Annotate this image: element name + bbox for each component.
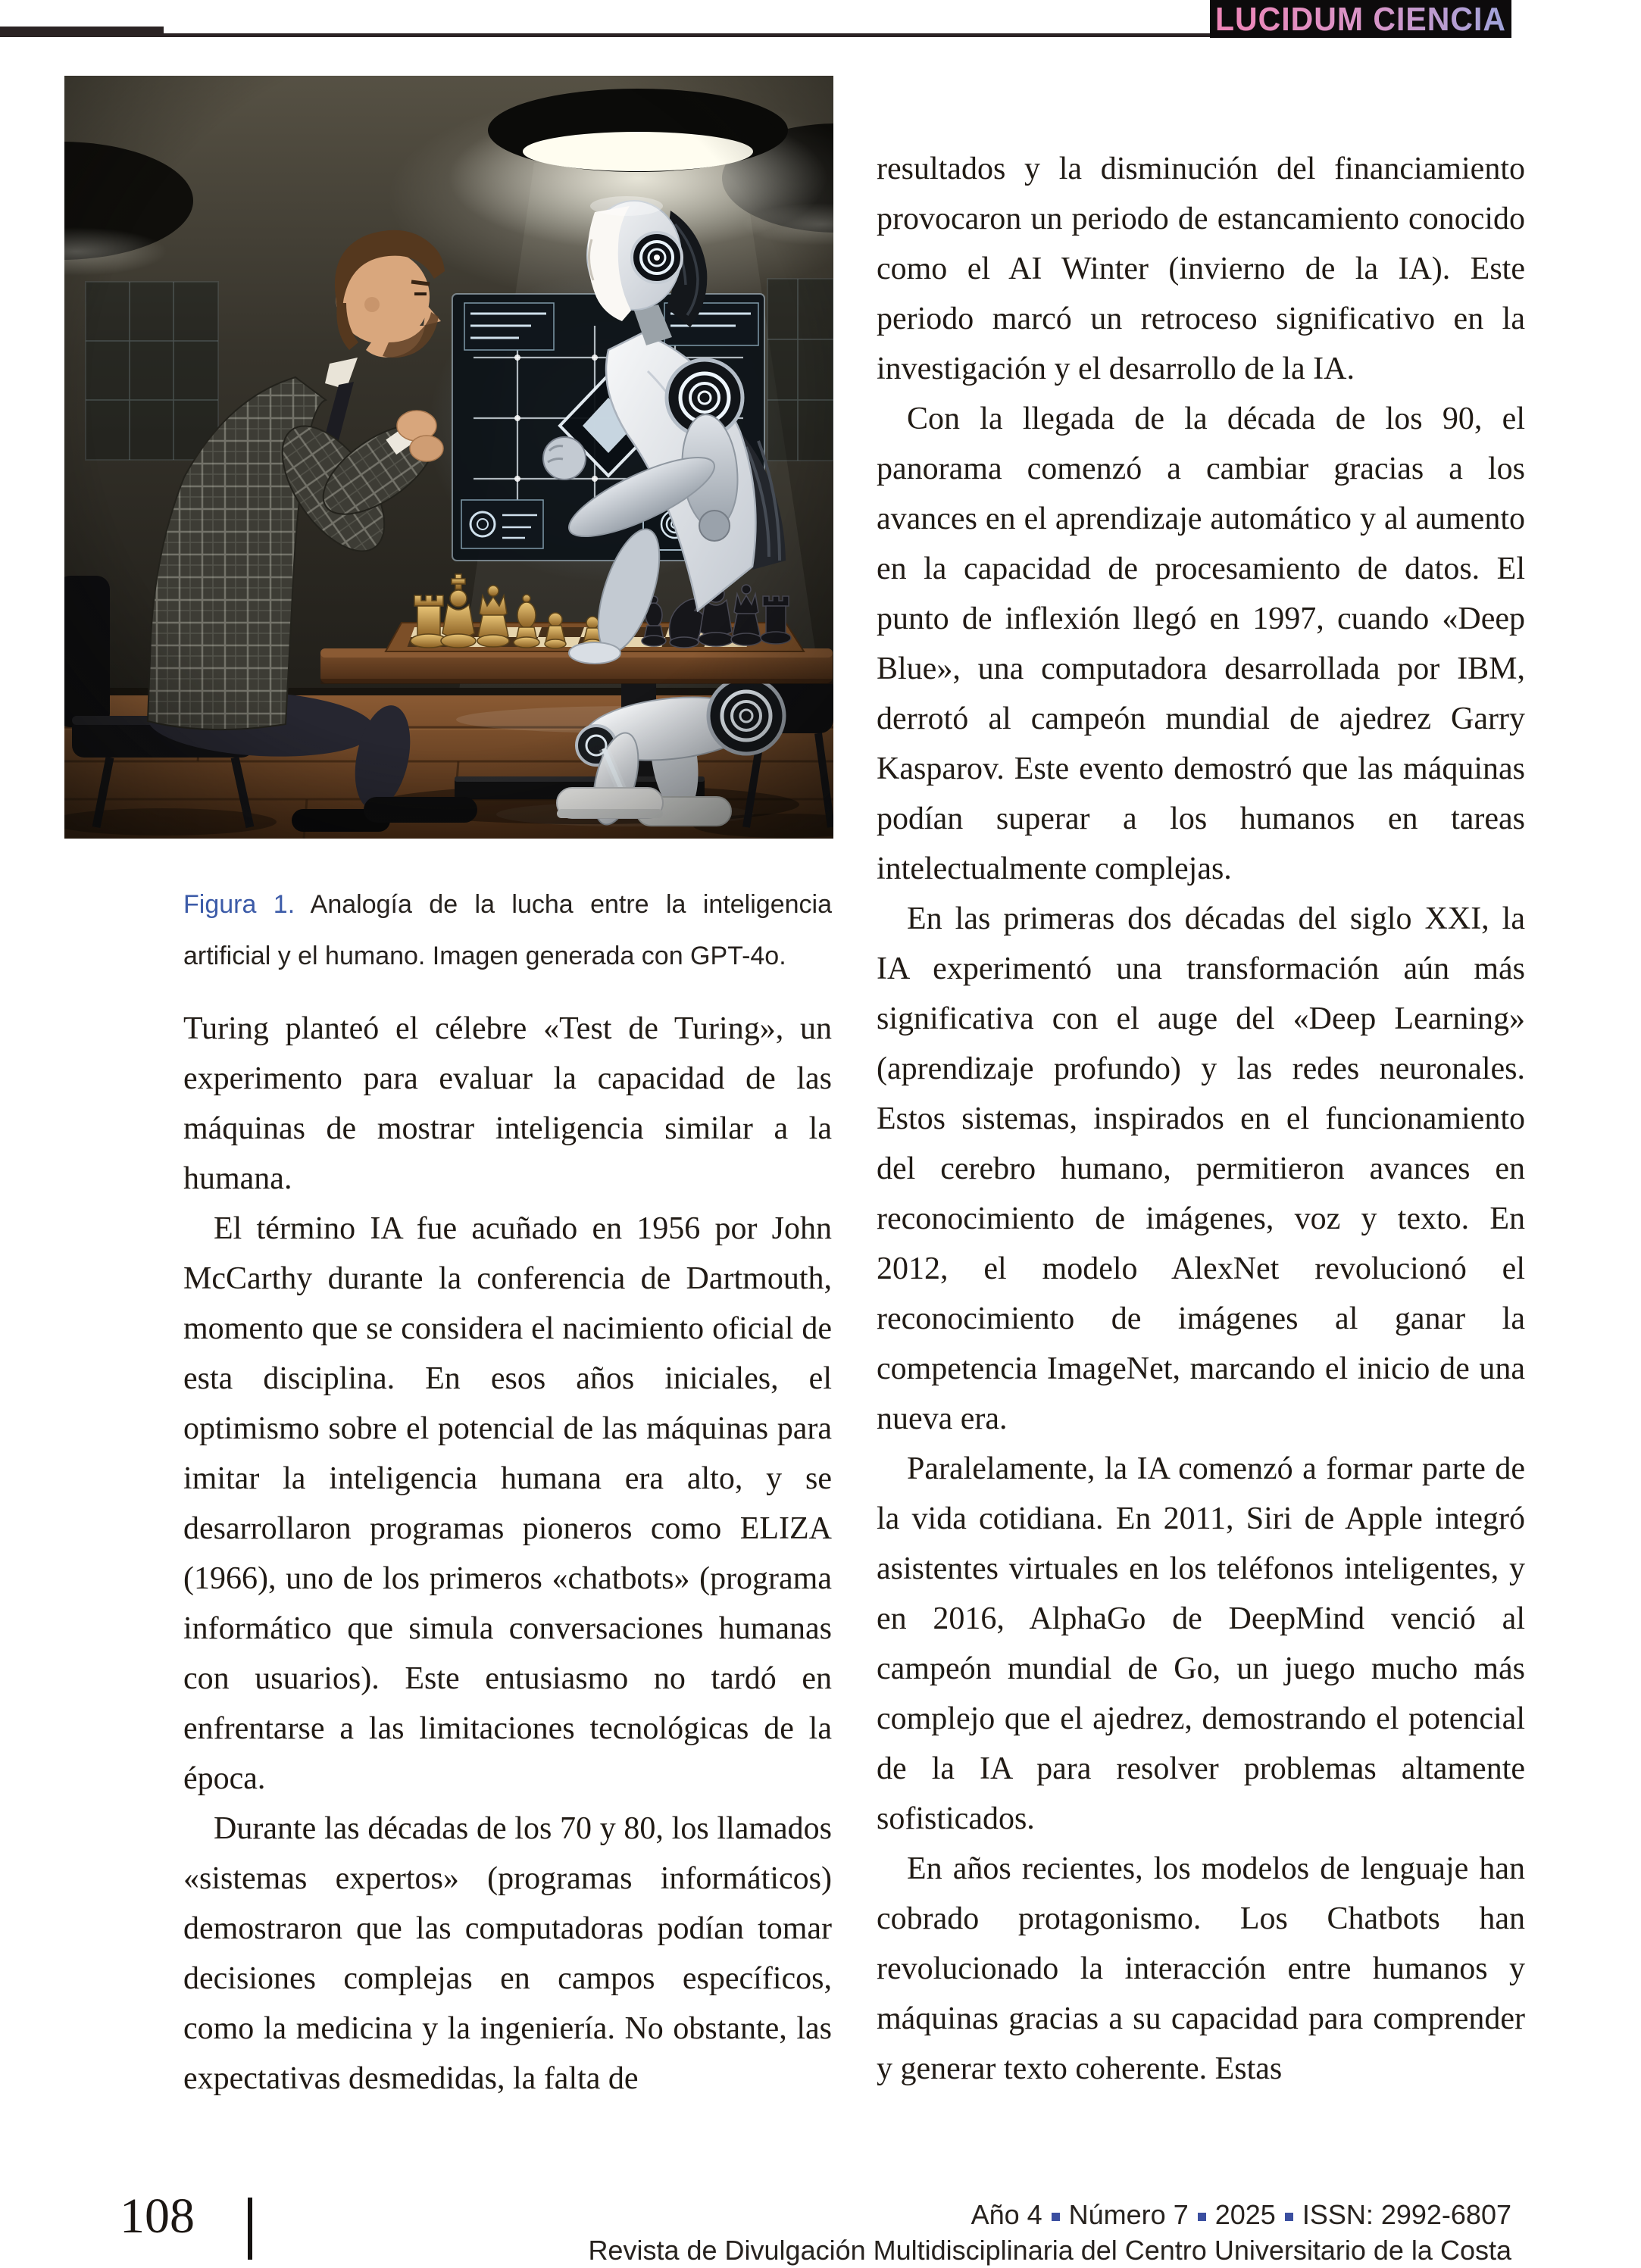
footer-meta-year: Año 4 (971, 2199, 1042, 2230)
figure-1-image (64, 76, 833, 839)
square-bullet-icon (1198, 2213, 1206, 2221)
footer-meta-issn: ISSN: 2992-6807 (1302, 2199, 1511, 2230)
footer-meta-number: Número 7 (1068, 2199, 1189, 2230)
paragraph: En las primeras dos décadas del siglo XXI, la IA experimentó una transformación aún más significativa con el auge del «Deep Learning» (aprendizaje profundo) y las redes neuronales. Estos sistemas, inspirados en el funcionamiento del cerebro humano, permitieron avances en reconocimiento de imágenes, voz y texto. En 2012, el modelo AlexNet revolucionó el reconocimiento de imágenes al ganar la competencia ImageNet, marcando el inicio de una nueva era. (877, 901, 1525, 1436)
photo-vignette (64, 76, 833, 839)
footer-meta-date: 2025 (1214, 2199, 1276, 2230)
footer-meta-line (588, 2197, 1511, 2232)
paragraph: Con la llegada de la década de los 90, el panorama comenzó a cambiar gracias a los avances en el aprendizaje automático y al aumento en la capacidad de procesamiento de datos. El punto de inflexión llegó en 1997, cuando «Deep Blue», una computadora desarrollada por IBM, derrotó al campeón mundial de ajedrez Garry Kasparov. Este evento demostró que las máquinas podían superar a los humanos en tareas intelectualmente complejas. (877, 401, 1525, 886)
figure-caption (183, 879, 832, 982)
paragraph: resultados y la disminución del financiamiento provocaron un periodo de estancamiento conocido como el AI Winter (invierno de la IA). Este periodo marcó un retroceso significativo en la investigación y el desarrollo de la IA. (877, 152, 1525, 386)
figure-caption-label: Figura 1. (183, 890, 295, 919)
right-text-column (877, 144, 1525, 2155)
paragraph: Durante las décadas de los 70 y 80, los llamados «sistemas expertos» (programas informáticos) demostraron que las computadoras podían tomar decisiones complejas en campos específicos, como la medicina y la ingeniería. No obstante, las expectativas desmedidas, la falta de (183, 1811, 832, 2096)
figure-caption-text: Analogía de la lucha entre la inteligencia artificial y el humano. Imagen generada con GPT-4o. (183, 890, 832, 970)
paragraph: Turing planteó el célebre «Test de Turing», un experimento para evaluar la capacidad de las máquinas de mostrar inteligencia similar a la humana. (183, 1011, 832, 1196)
square-bullet-icon (1052, 2213, 1060, 2221)
page-number: 108 (120, 2188, 195, 2244)
footer-info (588, 2197, 1511, 2268)
footer-divider-bar (248, 2198, 252, 2260)
paragraph: En años recientes, los modelos de lenguaje han cobrado protagonismo. Los Chatbots han revolucionado la interacción entre humanos y máquinas gracias a su capacidad para comprender y generar texto coherente. Estas (877, 1851, 1525, 2086)
man-vs-robot-chess-illustration (64, 76, 833, 839)
journal-logo (1210, 0, 1511, 38)
footer-journal-line: Revista de Divulgación Multidisciplinaria del Centro Universitario de la Costa (588, 2235, 1511, 2266)
left-text-column (183, 1004, 832, 2144)
paragraph: El término IA fue acuñado en 1956 por John McCarthy durante la conferencia de Dartmouth, momento que se considera el nacimiento oficial de esta disciplina. En esos años iniciales, el optimismo sobre el potencial de las máquinas para imitar la inteligencia humana era alto, y se desarrollaron programas pioneros como ELIZA (1966), uno de los primeros «chatbots» (programa informático que simula conversaciones humanas con usuarios). Este entusiasmo no tardó en enfrentarse a las limitaciones tecnológicas de la época. (183, 1211, 832, 1796)
paragraph: Paralelamente, la IA comenzó a formar parte de la vida cotidiana. En 2011, Siri de Apple integró asistentes virtuales en los teléfonos inteligentes, y en 2016, AlphaGo de DeepMind venció al campeón mundial de Go, un juego mucho más complejo que el ajedrez, demostrando el potencial de la IA para resolver problemas altamente sofisticados. (877, 1451, 1525, 1836)
square-bullet-icon (1285, 2213, 1293, 2221)
journal-logo-text: LUCIDUM CIENCIA (1215, 0, 1506, 37)
